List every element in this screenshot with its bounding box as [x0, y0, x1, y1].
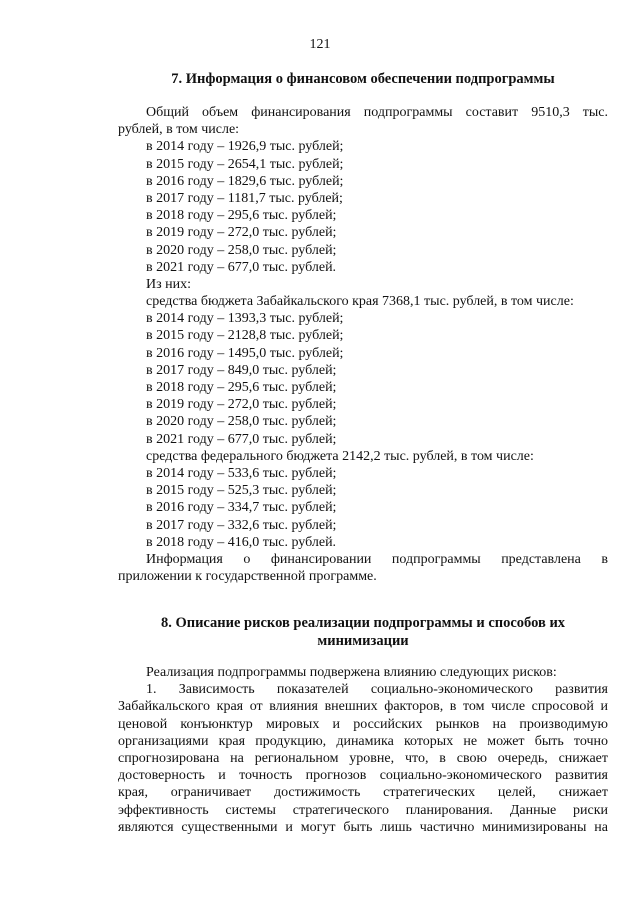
regional-year-2017: в 2017 году – 849,0 тыс. рублей; — [146, 362, 337, 378]
risk-line-9: являются существенными и могут быть лишь частично минимизированы на — [118, 819, 608, 835]
regional-year-2014: в 2014 году – 1393,3 тыс. рублей; — [146, 311, 344, 327]
federal-year-2018: в 2018 году – 416,0 тыс. рублей. — [146, 534, 337, 550]
federal-year-2014: в 2014 году – 533,6 тыс. рублей; — [146, 465, 337, 481]
financing-info-line-2: приложении к государственной программе. — [118, 569, 377, 585]
total-year-2015: в 2015 году – 2654,1 тыс. рублей; — [146, 156, 344, 172]
risk-line-7: края, ограничивает достижимость стратегических целей, снижает — [118, 785, 608, 801]
regional-year-2019: в 2019 году – 272,0 тыс. рублей; — [146, 397, 337, 413]
risks-intro: Реализация подпрограммы подвержена влиянию следующих рисков: — [146, 665, 557, 680]
of-them-label: Из них: — [146, 276, 192, 292]
section-7-body — [118, 104, 608, 585]
risk-line-2: Забайкальского края от влияния внешних факторов, в том числе спросовой и — [118, 699, 608, 715]
total-year-2017: в 2017 году – 1181,7 тыс. рублей; — [146, 190, 343, 206]
risk-line-5: спрогнозирована на региональном уровне, что, в свою очередь, снижает — [118, 750, 608, 766]
section-8-heading-line-1: 8. Описание рисков реализации подпрограммы и способов их — [160, 615, 566, 631]
total-year-2019: в 2019 году – 272,0 тыс. рублей; — [146, 225, 337, 241]
federal-year-2017: в 2017 году – 332,6 тыс. рублей; — [146, 517, 337, 533]
total-year-2018: в 2018 году – 295,6 тыс. рублей; — [146, 208, 337, 224]
financing-info-line-1: Информация о финансировании подпрограммы представлена в — [146, 551, 608, 567]
section-8-heading — [118, 614, 608, 650]
regional-year-2016: в 2016 году – 1495,0 тыс. рублей; — [146, 345, 344, 361]
risk-line-8: эффективность системы стратегического планирования. Данные риски — [118, 802, 608, 818]
total-year-2020: в 2020 году – 258,0 тыс. рублей; — [146, 242, 337, 258]
regional-year-2015: в 2015 году – 2128,8 тыс. рублей; — [146, 328, 344, 344]
intro-line-1: Общий объем финансирования подпрограммы составит 9510,3 тыс. — [146, 105, 608, 120]
risk-line-3: ценовой конъюнктур мировых и российских рынков на производимую — [118, 716, 608, 732]
section-8-heading-line-2: минимизации — [317, 633, 409, 649]
federal-year-2015: в 2015 году – 525,3 тыс. рублей; — [146, 483, 337, 499]
risk-line-1: 1. Зависимость показателей социально-экономического развития — [146, 682, 608, 698]
risk-line-4: организациями края продукцию, динамика которых не может быть точно — [118, 733, 608, 749]
section-7-heading: 7. Информация о финансовом обеспечении подпрограммы — [171, 71, 555, 87]
regional-budget-intro: средства бюджета Забайкальского края 7368,1 тыс. рублей, в том числе: — [146, 294, 574, 310]
regional-year-2021: в 2021 году – 677,0 тыс. рублей; — [146, 431, 337, 447]
federal-year-2016: в 2016 году – 334,7 тыс. рублей; — [146, 500, 337, 516]
intro-line-2: рублей, в том числе: — [118, 122, 240, 138]
total-year-2021: в 2021 году – 677,0 тыс. рублей. — [146, 259, 337, 275]
page-number: 121 — [309, 37, 331, 52]
total-year-2014: в 2014 году – 1926,9 тыс. рублей; — [146, 139, 344, 155]
regional-year-2018: в 2018 году – 295,6 тыс. рублей; — [146, 380, 337, 395]
regional-year-2020: в 2020 году – 258,0 тыс. рублей; — [146, 414, 337, 430]
section-8-body — [118, 664, 608, 836]
federal-budget-intro: средства федерального бюджета 2142,2 тыс. рублей, в том числе: — [146, 448, 534, 464]
risk-line-6: достоверность и точность прогнозов социально-экономического развития — [118, 768, 608, 784]
total-year-2016: в 2016 году – 1829,6 тыс. рублей; — [146, 173, 344, 189]
